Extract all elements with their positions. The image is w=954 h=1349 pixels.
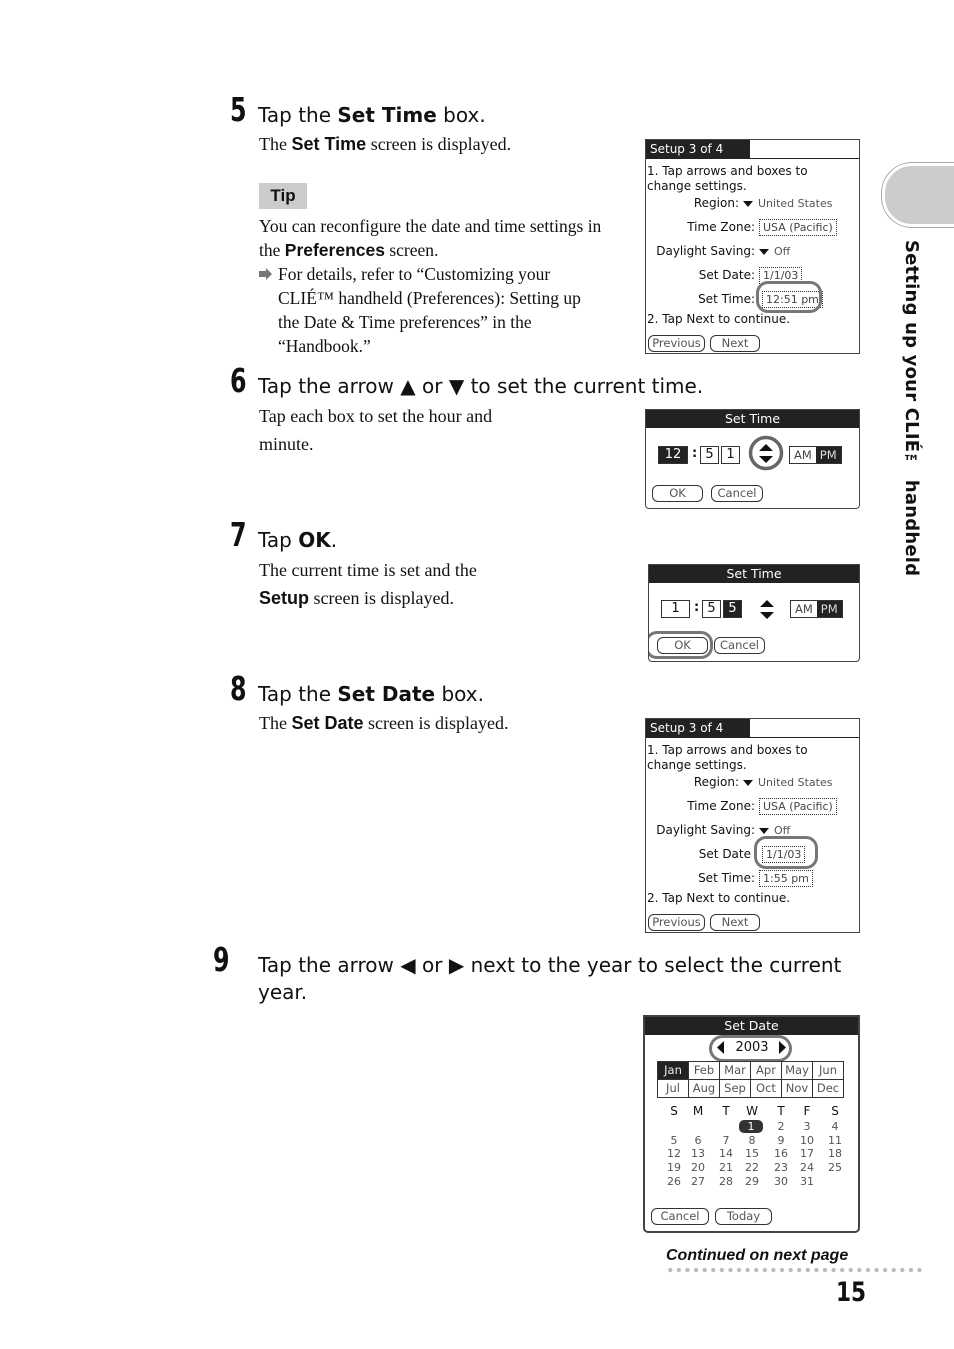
- ok-button[interactable]: OK: [652, 485, 703, 502]
- month-cell[interactable]: May: [782, 1062, 813, 1080]
- am-pm-toggle[interactable]: [789, 446, 842, 464]
- hour-box[interactable]: 12: [658, 446, 688, 464]
- month-cell[interactable]: Jan: [658, 1062, 689, 1080]
- step-heading: [258, 527, 337, 554]
- day-cell[interactable]: 25: [828, 1161, 842, 1175]
- day-cell[interactable]: 15: [745, 1147, 759, 1161]
- body-line: [259, 584, 477, 612]
- heading-text: box.: [436, 103, 486, 127]
- set-date-screen: [643, 1015, 860, 1233]
- step-body: [259, 711, 508, 735]
- set-date-label: Set Date:: [698, 268, 755, 282]
- step-number: 6: [230, 361, 247, 400]
- day-cell[interactable]: 31: [800, 1174, 814, 1188]
- daylight-value: Off: [774, 824, 791, 837]
- dropdown-arrow-icon: [759, 828, 769, 834]
- am-option[interactable]: AM: [795, 602, 813, 616]
- set-time-label: Set Time:: [698, 871, 755, 885]
- day-cell[interactable]: 17: [800, 1147, 814, 1161]
- timezone-box[interactable]: USA (Pacific): [759, 219, 837, 236]
- body-text: screen is displayed.: [366, 134, 512, 154]
- heading-text: to set the current time.: [464, 374, 704, 398]
- minute-tens-box[interactable]: 5: [700, 446, 719, 464]
- day-cell[interactable]: 3: [803, 1120, 811, 1133]
- body-line: The current time is set and the: [259, 560, 477, 580]
- body-text: The: [259, 713, 292, 733]
- step-heading: [258, 102, 486, 129]
- next-button[interactable]: Next: [710, 335, 760, 352]
- day-cell[interactable]: 29: [745, 1174, 759, 1188]
- page-number: 15: [836, 1277, 867, 1308]
- arrow-right-icon: ▶: [448, 953, 465, 977]
- set-time-box[interactable]: 1:55 pm: [759, 870, 813, 887]
- day-cell[interactable]: 12: [667, 1147, 681, 1161]
- body-bold: Set Time: [291, 134, 367, 154]
- screen-title: Set Date: [645, 1017, 858, 1035]
- step-number: 7: [230, 515, 247, 554]
- day-cell[interactable]: 22: [745, 1161, 759, 1175]
- timezone-box[interactable]: USA (Pacific): [759, 798, 837, 815]
- heading-text: or: [415, 374, 449, 398]
- month-cell[interactable]: Dec: [813, 1080, 844, 1098]
- tip-ref-line: For details, refer to “Customizing your: [278, 264, 551, 284]
- tip-reference: [278, 262, 581, 358]
- region-label: Region:: [693, 196, 739, 210]
- month-cell[interactable]: Sep: [720, 1080, 751, 1098]
- instruction-line: 2. Tap Next to continue.: [647, 891, 791, 905]
- step-heading: [258, 952, 841, 1006]
- am-option[interactable]: AM: [794, 448, 812, 462]
- instruction-line: change settings.: [647, 179, 747, 193]
- step-heading: [258, 681, 484, 708]
- highlight-ring: [754, 836, 818, 869]
- heading-text: or: [415, 953, 449, 977]
- tip-ref-line: “Handbook.”: [278, 336, 371, 356]
- setup-tab: Setup 3 of 4: [646, 140, 750, 159]
- day-cell[interactable]: 20: [691, 1161, 705, 1175]
- section-title: Setting up your CLIÉ™ handheld: [901, 240, 922, 577]
- tip-text: screen.: [384, 240, 439, 260]
- dropdown-arrow-icon: [743, 780, 753, 786]
- setup-screen-2: [645, 718, 860, 933]
- heading-line: [258, 952, 841, 979]
- set-date-box[interactable]: 1/1/03: [759, 267, 802, 284]
- heading-line: year.: [258, 980, 308, 1004]
- divider: [646, 737, 859, 738]
- day-cell[interactable]: 28: [719, 1174, 733, 1188]
- month-cell[interactable]: Aug: [689, 1080, 720, 1098]
- minute-ones-box[interactable]: 5: [723, 600, 742, 618]
- step-body: [259, 402, 492, 458]
- body-bold: Set Date: [291, 713, 364, 733]
- tip-body: [259, 214, 601, 262]
- up-down-arrow-icon[interactable]: [759, 599, 775, 621]
- daylight-label: Daylight Saving:: [656, 244, 755, 258]
- region-select[interactable]: [743, 197, 833, 210]
- previous-button[interactable]: Previous: [648, 914, 705, 931]
- today-button[interactable]: Today: [715, 1208, 772, 1225]
- day-cell[interactable]: 21: [719, 1161, 733, 1175]
- tip-line: You can reconfigure the date and time settings in: [259, 216, 602, 236]
- instruction-line: 1. Tap arrows and boxes to: [647, 743, 808, 757]
- day-cell[interactable]: 24: [800, 1161, 814, 1175]
- year-value: 2003: [735, 1040, 769, 1055]
- day-cell[interactable]: 26: [667, 1174, 681, 1188]
- day-cell[interactable]: 30: [774, 1174, 788, 1188]
- cancel-button[interactable]: Cancel: [651, 1208, 709, 1225]
- divider: [646, 158, 859, 159]
- heading-text: Tap the arrow: [258, 953, 401, 977]
- set-time-screen-2: [648, 564, 860, 662]
- instruction-line: 1. Tap arrows and boxes to: [647, 164, 808, 178]
- heading-text: box.: [435, 682, 484, 706]
- step-number: 8: [230, 669, 247, 708]
- arrow-left-icon: ◀: [400, 953, 416, 977]
- setup-tab: Setup 3 of 4: [646, 719, 750, 738]
- pm-option[interactable]: PM: [816, 447, 841, 463]
- step-heading: [258, 373, 703, 400]
- timezone-label: Time Zone:: [687, 799, 755, 813]
- tip-ref-line: CLIÉ™ handheld (Preferences): Setting up: [278, 288, 581, 308]
- am-pm-toggle[interactable]: [790, 600, 843, 618]
- set-time-box[interactable]: 12:51 pm: [762, 291, 823, 308]
- minute-ones-box[interactable]: 1: [721, 446, 740, 464]
- heading-bold: OK: [298, 528, 331, 552]
- day-cell[interactable]: 6: [694, 1133, 702, 1147]
- day-cell[interactable]: 9: [777, 1133, 785, 1147]
- weekday-header: S: [831, 1104, 839, 1118]
- month-cell[interactable]: Apr: [751, 1062, 782, 1080]
- setup-screen-1: [645, 139, 860, 354]
- section-tab: [882, 163, 954, 227]
- daylight-label: Daylight Saving:: [656, 823, 755, 837]
- day-cell[interactable]: 11: [828, 1133, 842, 1147]
- heading-text: Tap the arrow: [258, 374, 401, 398]
- month-cell[interactable]: Mar: [720, 1062, 751, 1080]
- weekday-header: S: [670, 1104, 678, 1118]
- day-cell[interactable]: 8: [748, 1133, 756, 1147]
- arrow-right-icon: [259, 268, 273, 280]
- heading-text: Tap the: [258, 682, 338, 706]
- region-label: Region:: [693, 775, 739, 789]
- screen-title: Set Time: [649, 565, 859, 583]
- next-button[interactable]: Next: [710, 914, 760, 931]
- heading-bold: Set Date: [337, 682, 436, 706]
- instruction-line: 2. Tap Next to continue.: [647, 312, 791, 326]
- body-line: minute.: [259, 434, 314, 454]
- month-cell[interactable]: Jun: [813, 1062, 844, 1080]
- dotted-rule: [666, 1267, 924, 1273]
- previous-button[interactable]: Previous: [648, 335, 705, 352]
- day-cell[interactable]: 16: [774, 1147, 788, 1161]
- day-cell[interactable]: 13: [691, 1147, 705, 1161]
- pm-option[interactable]: PM: [817, 601, 842, 617]
- minute-tens-box[interactable]: 5: [702, 600, 721, 618]
- time-colon: :: [692, 446, 698, 461]
- body-text: The: [259, 134, 292, 154]
- heading-text: next to the year to select the current: [464, 953, 842, 977]
- cancel-button[interactable]: Cancel: [714, 637, 765, 654]
- highlight-ring: [756, 281, 822, 313]
- timezone-label: Time Zone:: [687, 220, 755, 234]
- step-body: [259, 556, 477, 612]
- tip-text: the: [259, 240, 285, 260]
- set-time-screen-1: [645, 409, 860, 509]
- weekday-header: T: [777, 1104, 785, 1118]
- heading-text: .: [330, 528, 338, 552]
- highlight-ring: [648, 631, 713, 659]
- ok-button[interactable]: OK: [657, 637, 708, 654]
- screen-title: Set Time: [646, 410, 859, 428]
- region-select[interactable]: [743, 776, 833, 789]
- heading-bold: Set Time: [337, 103, 437, 127]
- up-down-arrow-icon[interactable]: [749, 436, 785, 472]
- month-cell[interactable]: Oct: [751, 1080, 782, 1098]
- month-cell[interactable]: Feb: [689, 1062, 720, 1080]
- day-cell[interactable]: 18: [828, 1147, 842, 1161]
- day-cell[interactable]: 1: [739, 1120, 763, 1133]
- heading-text: Tap the: [258, 103, 338, 127]
- daylight-select[interactable]: [759, 245, 790, 258]
- continued-note: Continued on next page: [666, 1247, 849, 1264]
- tip-bold: Preferences: [284, 240, 385, 260]
- tip-label: Tip: [259, 183, 307, 209]
- weekday-header: F: [803, 1104, 811, 1118]
- cancel-button[interactable]: Cancel: [711, 485, 763, 502]
- day-cell[interactable]: 27: [691, 1174, 705, 1188]
- region-value: United States: [758, 776, 833, 789]
- year-prev-arrow-icon[interactable]: [717, 1041, 725, 1054]
- body-text: screen is displayed.: [309, 588, 454, 608]
- dropdown-arrow-icon: [743, 201, 753, 207]
- body-line: Tap each box to set the hour and: [259, 406, 493, 426]
- day-cell[interactable]: 5: [670, 1133, 678, 1147]
- day-cell[interactable]: 2: [777, 1120, 785, 1133]
- tip-ref-line: the Date & Time preferences” in the: [278, 312, 532, 332]
- instruction-line: change settings.: [647, 758, 747, 772]
- set-date-box[interactable]: 1/1/03: [762, 846, 805, 863]
- dropdown-arrow-icon: [759, 249, 769, 255]
- daylight-value: Off: [774, 245, 791, 258]
- arrow-down-icon: ▼: [448, 374, 465, 398]
- arrow-up-icon: ▲: [400, 374, 416, 398]
- heading-text: Tap: [258, 528, 299, 552]
- year-next-arrow-icon[interactable]: [779, 1041, 787, 1054]
- weekday-header: T: [722, 1104, 730, 1118]
- month-cell[interactable]: Nov: [782, 1080, 813, 1098]
- set-date-label: Set Date: [698, 847, 751, 861]
- weekday-header: M: [692, 1104, 704, 1118]
- body-text: screen is displayed.: [363, 713, 509, 733]
- day-cell[interactable]: 23: [774, 1161, 788, 1175]
- day-cell[interactable]: 10: [800, 1133, 814, 1147]
- region-value: United States: [758, 197, 833, 210]
- month-cell[interactable]: Jul: [658, 1080, 689, 1098]
- day-cell[interactable]: 4: [831, 1120, 839, 1133]
- time-colon: :: [694, 600, 700, 615]
- tip-line: [259, 238, 601, 262]
- set-time-label: Set Time:: [698, 292, 755, 306]
- day-cell[interactable]: 19: [667, 1161, 681, 1175]
- step-number: 9: [213, 940, 230, 979]
- day-cell[interactable]: 14: [719, 1147, 733, 1161]
- day-cell[interactable]: 7: [722, 1133, 730, 1147]
- step-body: [259, 132, 511, 156]
- body-bold: Setup: [259, 588, 310, 608]
- step-number: 5: [230, 90, 247, 129]
- hour-box[interactable]: 1: [661, 600, 690, 618]
- weekday-header: W: [746, 1104, 758, 1118]
- month-grid: [657, 1061, 844, 1098]
